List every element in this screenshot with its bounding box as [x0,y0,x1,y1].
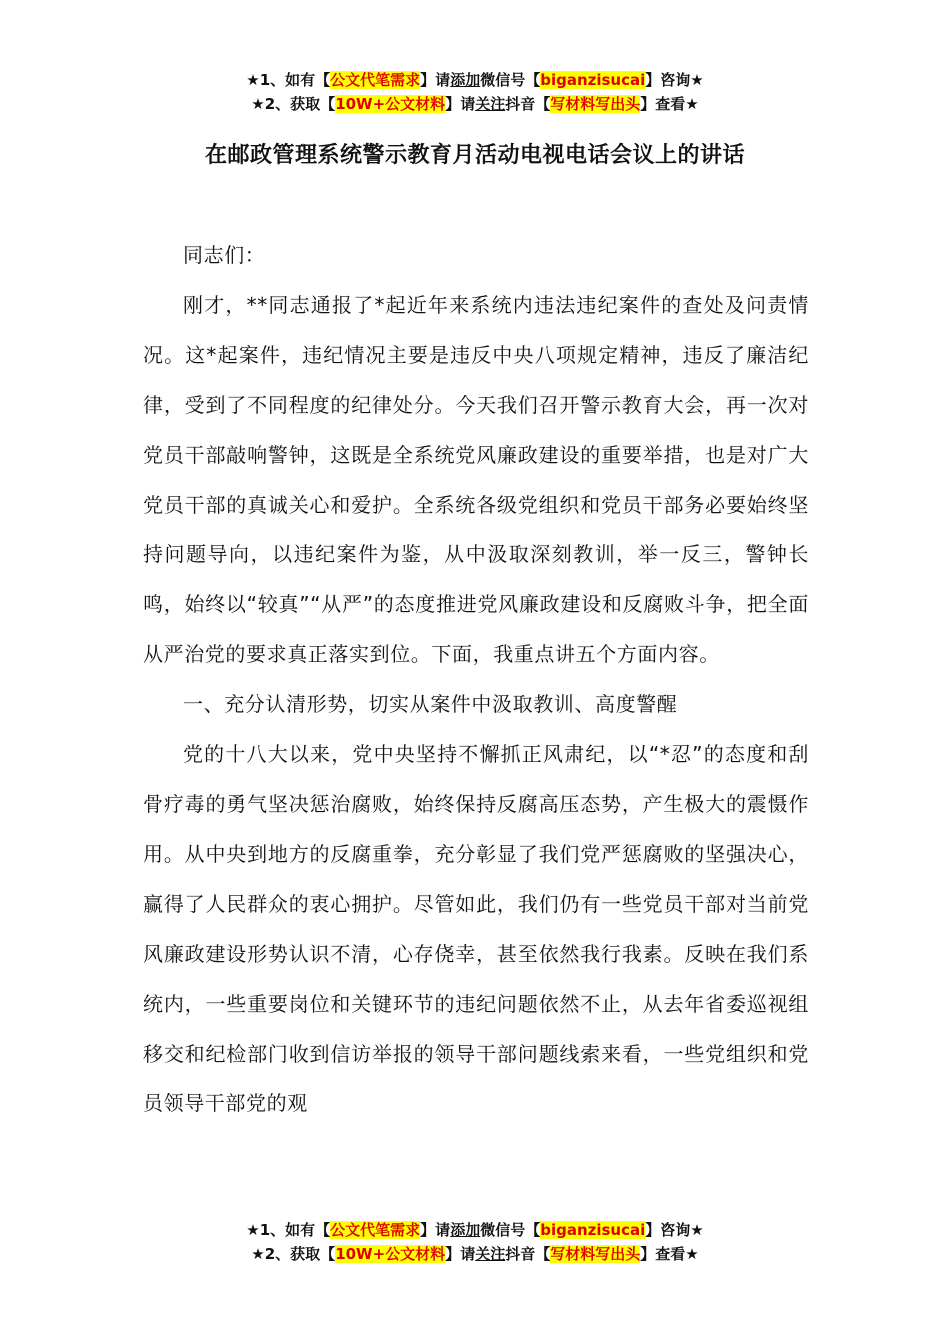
promo-highlight: 公文代笔需求 [330,1221,421,1239]
promo-emphasis: 关注 [475,95,506,113]
document-title: 在邮政管理系统警示教育月活动电视电话会议上的讲话 [204,143,745,168]
promo-text: ★1、如有【 [246,71,331,89]
promo-highlight: 写材料写出头 [550,1245,641,1263]
bottom-promo-banner [0,1218,950,1266]
promo-line-1 [0,68,950,92]
salutation: 同志们： [183,243,266,267]
promo-text: 微信号【 [480,1221,541,1239]
promo-highlight: 公文代笔需求 [330,71,421,89]
promo-line-2 [0,92,950,116]
promo-text: 】请 [420,71,451,89]
promo-text: 】请 [420,1221,451,1239]
promo-line-2 [0,1242,950,1266]
promo-highlight: biganzisucai [540,1221,646,1239]
promo-text: 】咨询★ [645,71,704,89]
promo-text: 微信号【 [480,71,541,89]
promo-highlight: 写材料写出头 [550,95,641,113]
section-heading: 一、充分认清形势，切实从案件中汲取教训、高度警醒 [183,692,678,717]
promo-text: 】查看★ [640,1245,699,1263]
promo-emphasis: 添加 [450,71,481,89]
promo-highlight: biganzisucai [540,71,646,89]
document-body [143,231,809,1129]
promo-text: ★1、如有【 [246,1221,331,1239]
promo-text: ★2、获取【 [251,95,336,113]
promo-emphasis: 添加 [450,1221,481,1239]
top-promo-banner [0,68,950,116]
body-paragraph: 党的十八大以来，党中央坚持不懈抓正风肃纪，以“*忍”的态度和刮骨疗毒的勇气坚决惩治腐败，始终保持反腐高压态势，产生极大的震慑作用。从中央到地方的反腐重拳，充分彰显了我们党严惩腐败的坚强决心，赢得了人民群众的衷心拥护。尽管如此，我们仍有一些党员干部对当前党风廉政建设形势认识不清，心存侥幸，甚至依然我行我素。反映在我们系统内，一些重要岗位和关键环节的违纪问题依然不止，从去年省委巡视组移交和纪检部门收到信访举报的领导干部问题线索来看，一些党组织和党员领导干部党的观 [143,742,809,1116]
body-paragraph: 刚才，**同志通报了*起近年来系统内违法违纪案件的查处及问责情况。这*起案件，违纪情况主要是违反中央八项规定精神，违反了廉洁纪律，受到了不同程度的纪律处分。今天我们召开警示教育大会，再一次对党员干部敲响警钟，这既是全系统党风廉政建设的重要举措，也是对广大党员干部的真诚关心和爱护。全系统各级党组织和党员干部务必要始终坚持问题导向，以违纪案件为鉴，从中汲取深刻教训，举一反三，警钟长鸣，始终以“较真”“从严”的态度推进党风廉政建设和反腐败斗争，把全面从严治党的要求真正落实到位。下面，我重点讲五个方面内容。 [143,292,809,667]
promo-highlight: 10W+公文材料 [335,95,446,113]
promo-text: 】咨询★ [645,1221,704,1239]
promo-line-1 [0,1218,950,1242]
promo-emphasis: 关注 [475,1245,506,1263]
promo-text: 】查看★ [640,95,699,113]
promo-text: 】请 [445,95,476,113]
promo-text: ★2、获取【 [251,1245,336,1263]
promo-text: 抖音【 [505,1245,551,1263]
promo-highlight: 10W+公文材料 [335,1245,446,1263]
promo-text: 抖音【 [505,95,551,113]
promo-text: 】请 [445,1245,476,1263]
